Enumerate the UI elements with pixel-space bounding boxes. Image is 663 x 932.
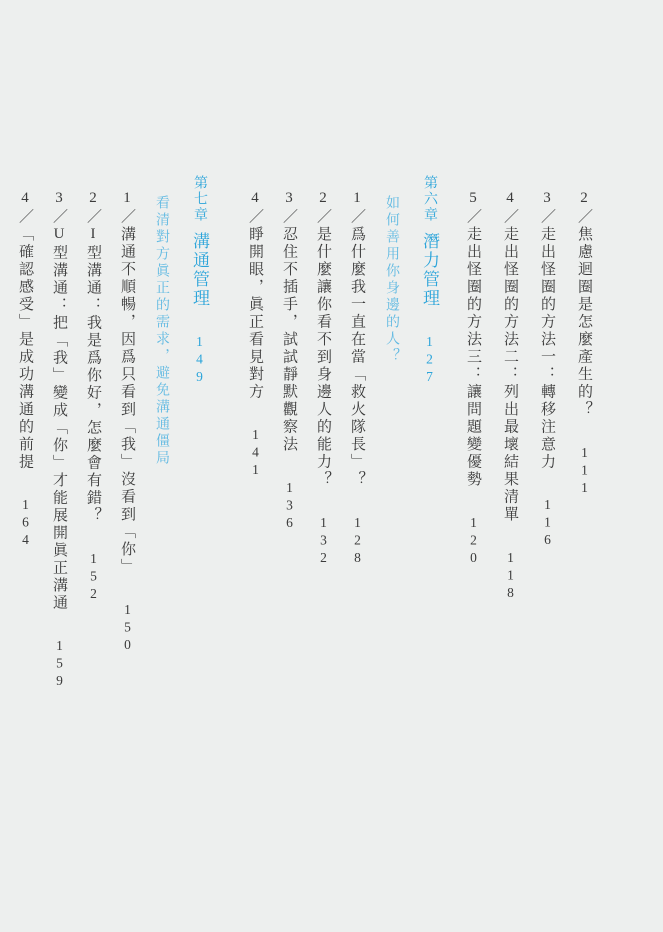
entry-page-number: 132 xyxy=(316,514,331,567)
entry-page-number: 116 xyxy=(540,497,555,550)
entry-page-number: 128 xyxy=(350,514,365,567)
entry-title: 溝通不順暢，因爲只看到「我」沒看到「你」 xyxy=(119,226,135,576)
toc-entry xyxy=(279,190,300,932)
entry-title: 走出怪圈的方法三：讓問題變優勢 xyxy=(465,226,481,489)
entry-title: 焦慮迴圈是怎麼產生的？ xyxy=(576,226,592,419)
entry-page-number: 150 xyxy=(120,602,135,655)
toc-entry xyxy=(537,190,558,932)
entry-title: U型溝通：把「我」變成「你」才能展開眞正溝通 xyxy=(51,226,67,612)
entry-slash: ／ xyxy=(119,208,135,226)
entry-title: I型溝通：我是爲你好，怎麼會有錯？ xyxy=(85,226,101,525)
entry-page-number: 164 xyxy=(18,497,33,550)
toc-entry xyxy=(313,190,334,932)
entry-number: 3 xyxy=(281,190,297,209)
entry-page-number: 120 xyxy=(466,514,481,567)
toc-entry xyxy=(49,190,70,932)
entry-number: 3 xyxy=(539,190,555,209)
toc-entry xyxy=(347,190,368,932)
entry-number: 4 xyxy=(17,190,33,209)
entry-title: 走出怪圈的方法二：列出最壞結果清單 xyxy=(502,226,518,524)
toc-entry xyxy=(574,190,595,932)
entry-page-number: 111 xyxy=(577,444,592,497)
entry-number: 2 xyxy=(576,190,592,209)
entry-page-number: 136 xyxy=(282,479,297,532)
entry-number: 2 xyxy=(315,190,331,209)
entry-slash: ／ xyxy=(247,208,263,226)
entry-number: 1 xyxy=(349,190,365,209)
entry-page-number: 118 xyxy=(503,549,518,602)
entry-slash: ／ xyxy=(502,208,518,226)
toc-entry xyxy=(500,190,521,932)
chapter-title: 潛力管理 xyxy=(420,232,439,308)
chapter-heading xyxy=(187,175,212,932)
entry-slash: ／ xyxy=(315,208,331,226)
toc-entry xyxy=(463,190,484,932)
entry-number: 4 xyxy=(247,190,263,209)
entry-slash: ／ xyxy=(281,208,297,226)
chapter-page-number: 149 xyxy=(192,334,207,387)
toc-entry xyxy=(15,190,36,932)
entry-number: 1 xyxy=(119,190,135,209)
entry-slash: ／ xyxy=(465,208,481,226)
toc-entry xyxy=(83,190,104,932)
entry-title: 爲什麼我一直在當「救火隊長」？ xyxy=(349,226,365,489)
entry-title: 是什麼讓你看不到身邊人的能力？ xyxy=(315,226,331,489)
entry-page-number: 141 xyxy=(248,427,263,480)
entry-slash: ／ xyxy=(51,208,67,226)
toc-entry xyxy=(245,190,266,932)
entry-number: 2 xyxy=(85,190,101,209)
entry-page-number: 159 xyxy=(52,638,67,691)
chapter-subtitle: 如何善用你身邊的人？ xyxy=(384,195,399,365)
chapter-heading xyxy=(417,175,442,932)
chapter-title: 溝通管理 xyxy=(190,232,209,308)
entry-number: 4 xyxy=(502,190,518,209)
entry-slash: ／ xyxy=(576,208,592,226)
chapter-page-number: 127 xyxy=(422,334,437,387)
entry-number: 3 xyxy=(51,190,67,209)
entry-slash: ／ xyxy=(539,208,555,226)
entry-slash: ／ xyxy=(17,208,33,226)
entry-title: 忍住不插手，試試靜默觀察法 xyxy=(281,226,297,454)
entry-number: 5 xyxy=(465,190,481,209)
entry-title: 睜開眼，眞正看見對方 xyxy=(247,226,263,401)
toc-columns xyxy=(2,0,595,932)
chapter-subtitle: 看清對方眞正的需求，避免溝通僵局 xyxy=(154,195,169,467)
toc-entry xyxy=(117,190,138,932)
chapter-label: 第六章 xyxy=(422,175,437,223)
entry-page-number: 152 xyxy=(86,550,101,603)
entry-title: 走出怪圈的方法一：轉移注意力 xyxy=(539,226,555,471)
chapter-label: 第七章 xyxy=(192,175,207,223)
entry-title: 「確認感受」是成功溝通的前提 xyxy=(17,226,33,471)
entry-slash: ／ xyxy=(85,208,101,226)
entry-slash: ／ xyxy=(349,208,365,226)
